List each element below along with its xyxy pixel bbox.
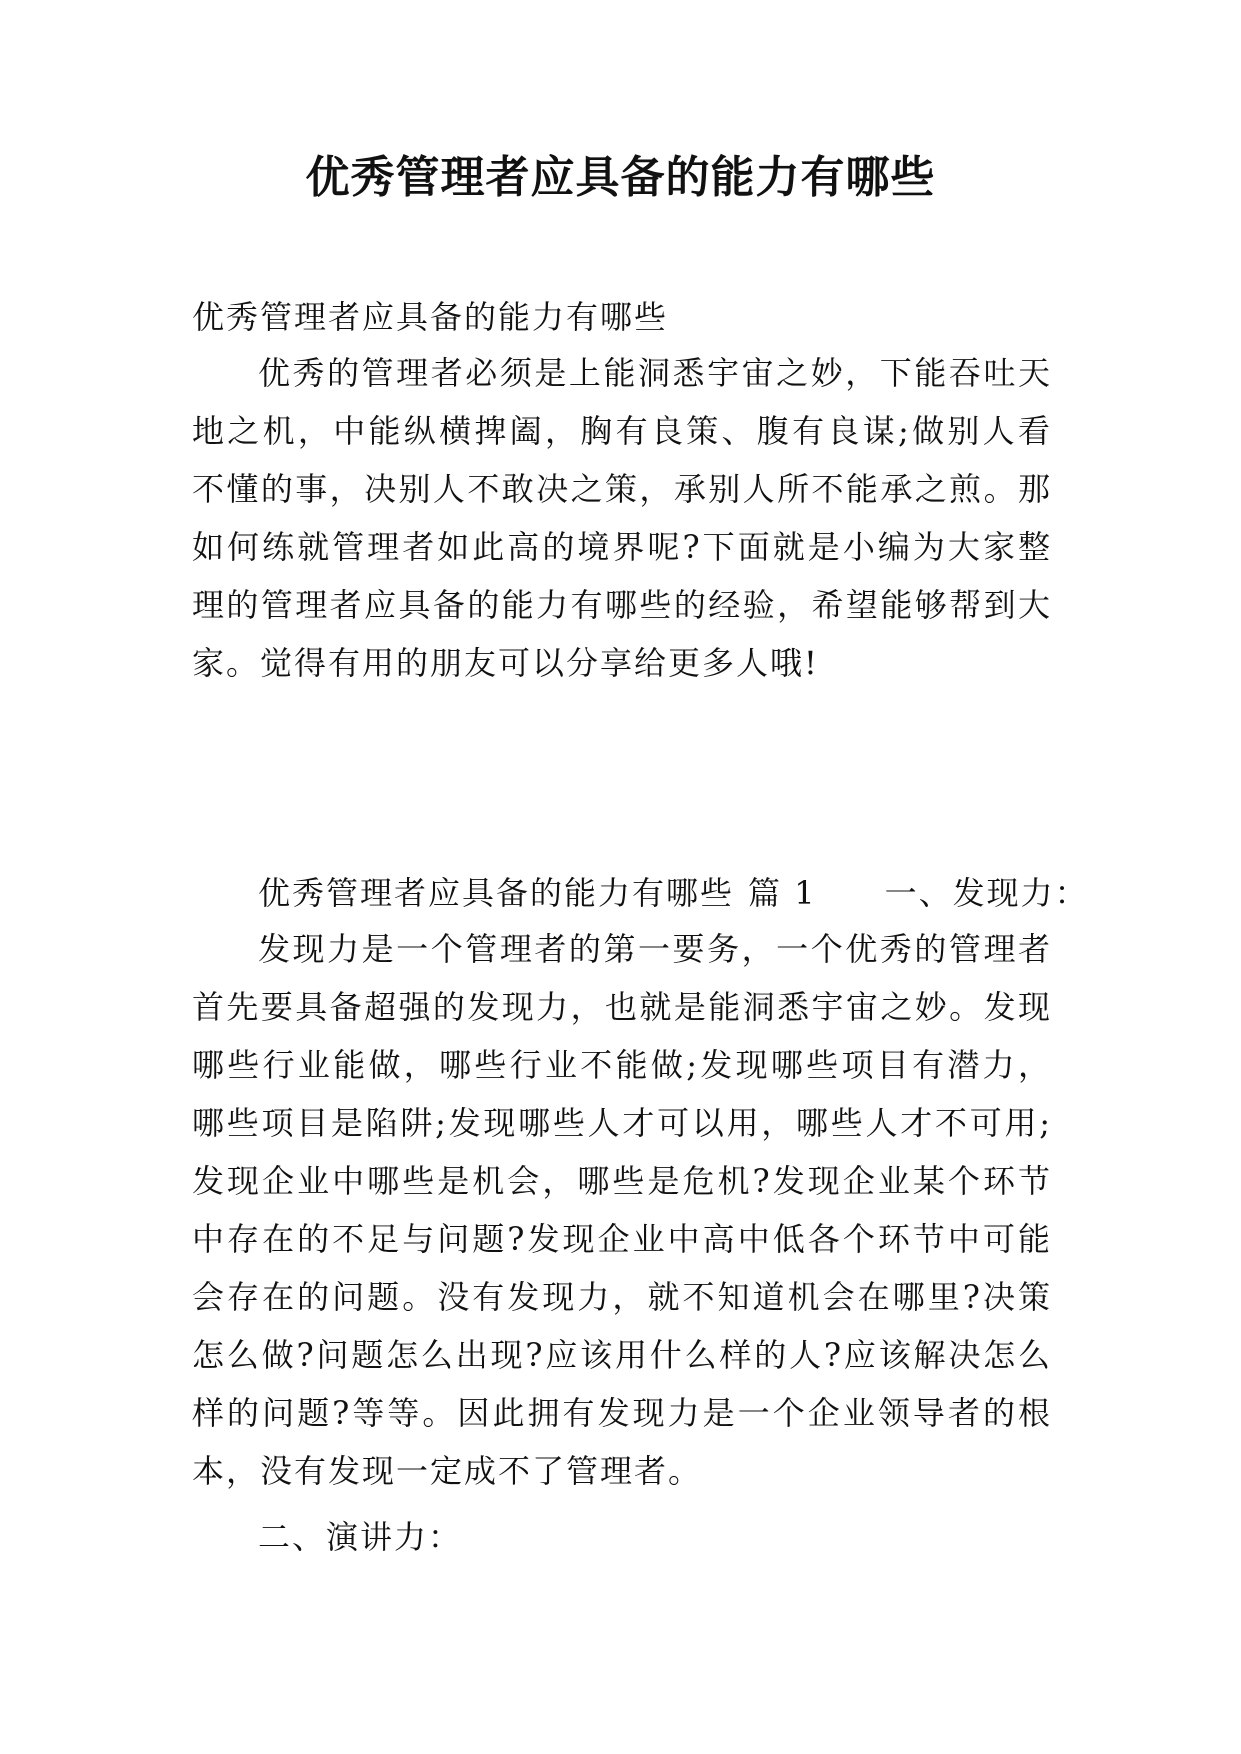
section-heading-title: 优秀管理者应具备的能力有哪些 [258,874,735,912]
section-heading [192,864,1089,922]
document-subtitle: 优秀管理者应具备的能力有哪些 [192,298,669,336]
section-heading-part: 篇 1 [748,874,817,912]
section-first-point: 一、发现力： [884,874,1089,912]
intro-paragraph: 优秀的管理者必须是上能洞悉宇宙之妙，下能吞吐天地之机，中能纵横捭阖，胸有良策、腹有良谋;做别人看不懂的事，决别人不敢决之策，承别人所不能承之煎。那如何练就管理者如此高的境界呢?下面就是小编为大家整理的管理者应具备的能力有哪些的经验，希望能够帮到大家。觉得有用的朋友可以分享给更多人哦! [192,354,1052,682]
discovery-paragraph: 发现力是一个管理者的第一要务，一个优秀的管理者首先要具备超强的发现力，也就是能洞悉宇宙之妙。发现哪些行业能做，哪些行业不能做;发现哪些项目有潜力，哪些项目是陷阱;发现哪些人才可以用，哪些人才不可用;发现企业中哪些是机会，哪些是危机?发现企业某个环节中存在的不足与问题?发现企业中高中低各个环节中可能会存在的问题。没有发现力，就不知道机会在哪里?决策怎么做?问题怎么出现?应该用什么样的人?应该解决怎么样的问题?等等。因此拥有发现力是一个企业领导者的根本，没有发现一定成不了管理者。 [192,930,1052,1490]
speech-heading: 二、演讲力： [258,1518,463,1556]
document-title: 优秀管理者应具备的能力有哪些 [305,152,936,203]
